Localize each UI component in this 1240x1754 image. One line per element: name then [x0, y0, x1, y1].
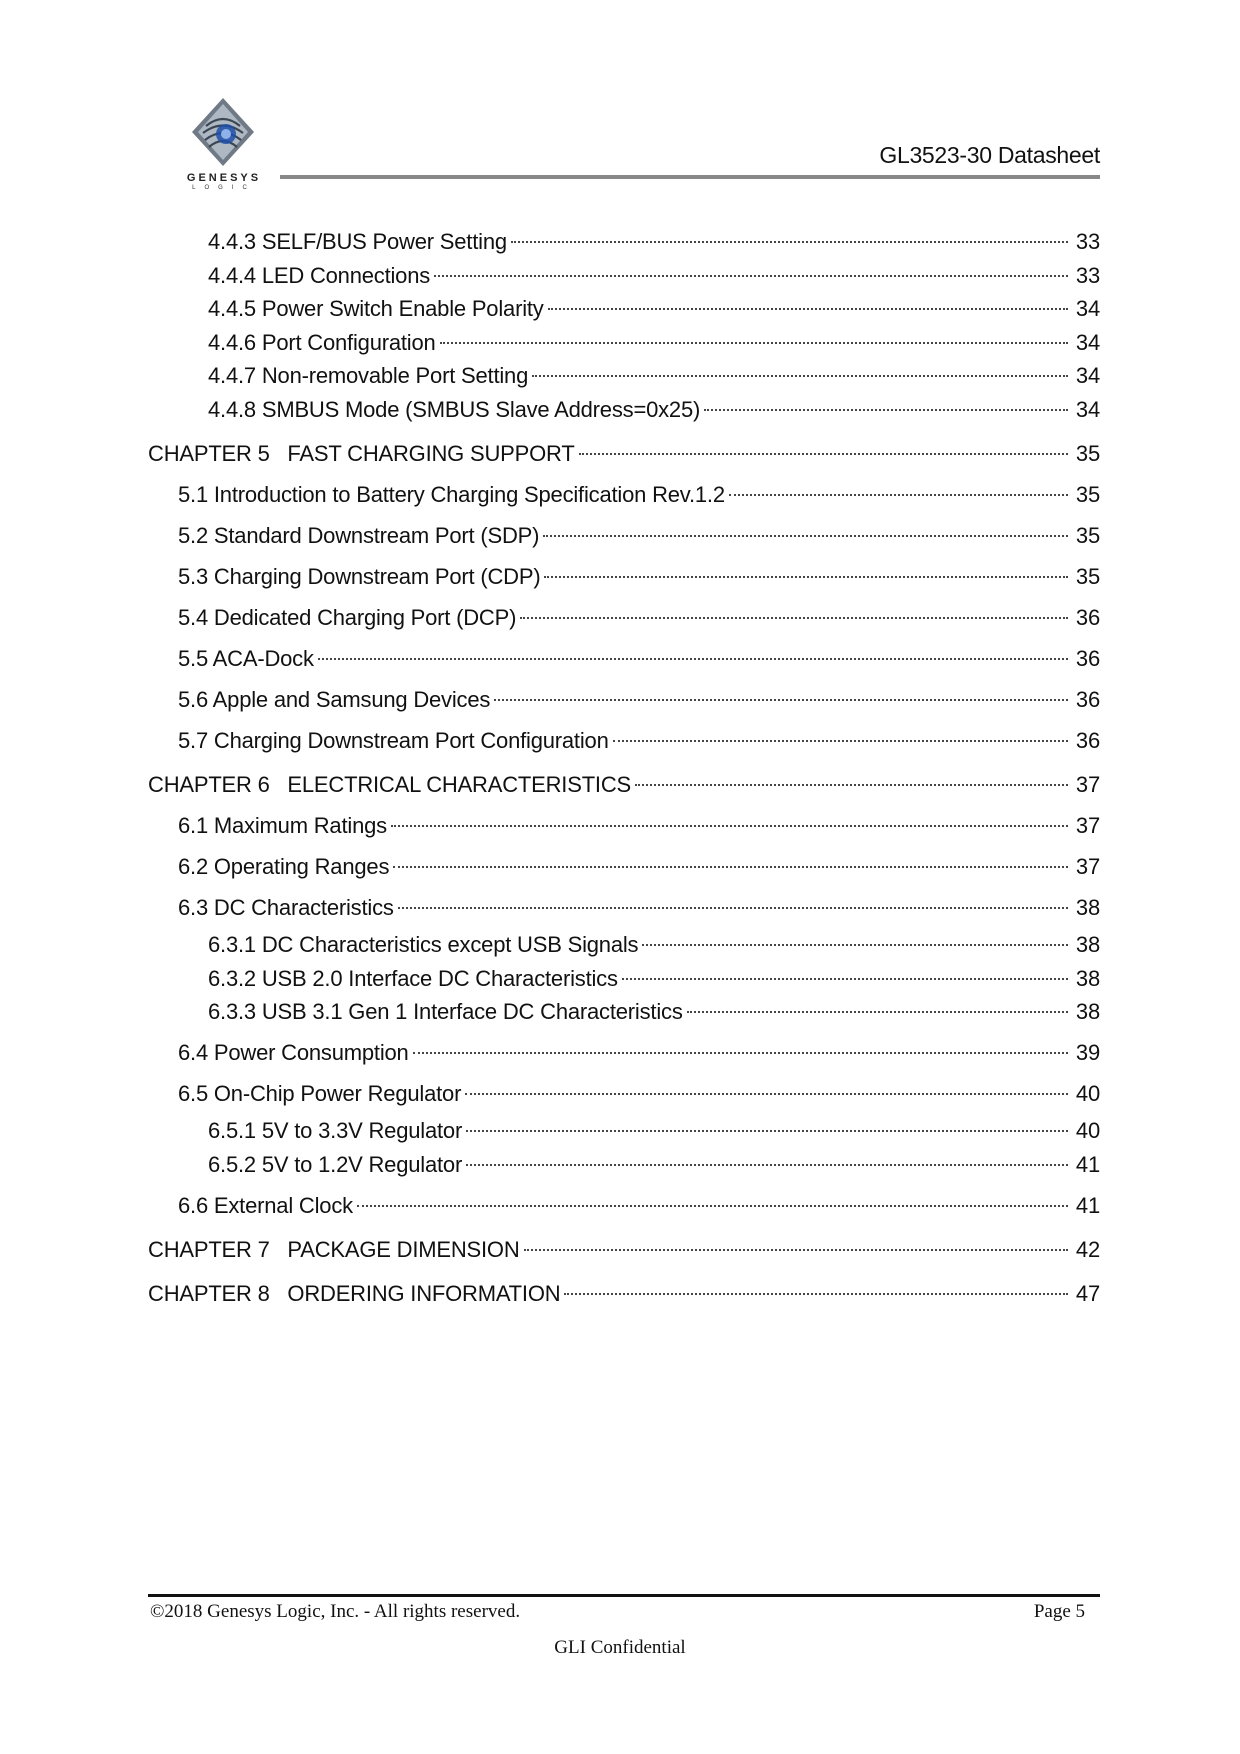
- toc-page-number: 47: [1075, 1280, 1100, 1306]
- toc-entry[interactable]: [148, 1078, 1100, 1110]
- toc-page-number: 38: [1075, 932, 1100, 957]
- toc-page-number: 40: [1075, 1081, 1100, 1107]
- toc-entry-title: 4.4.8 SMBUS Mode (SMBUS Slave Address=0x25): [208, 397, 701, 422]
- toc-dot-leader: [511, 241, 1068, 243]
- toc-dot-leader: [520, 617, 1068, 619]
- toc-page-number: 41: [1075, 1151, 1100, 1177]
- toc-page-number: 36: [1075, 605, 1100, 630]
- toc-entry[interactable]: [148, 327, 1100, 359]
- toc-entry[interactable]: [148, 561, 1100, 593]
- toc-page-number: 33: [1075, 262, 1100, 288]
- toc-page-number: 34: [1075, 329, 1100, 355]
- toc-page-number: 38: [1075, 965, 1100, 991]
- toc-dot-leader: [687, 1011, 1068, 1013]
- toc-page-number: 36: [1075, 646, 1100, 671]
- toc-dot-leader: [543, 535, 1068, 537]
- toc-entry-title: 6.5 On-Chip Power Regulator: [178, 1081, 462, 1107]
- toc-entry[interactable]: [148, 851, 1100, 883]
- toc-entry-title: 4.4.6 Port Configuration: [208, 329, 436, 355]
- logo-subtext: LOGIC: [192, 185, 256, 191]
- toc-entry-title: 6.3.1 DC Characteristics except USB Signals: [208, 932, 639, 957]
- toc-page-number: 36: [1075, 687, 1100, 712]
- toc-dot-leader: [357, 1205, 1068, 1207]
- toc-dot-leader: [548, 308, 1068, 310]
- toc-dot-leader: [564, 1293, 1068, 1295]
- toc-entry[interactable]: [148, 684, 1100, 716]
- toc-entry-title: 6.5.2 5V to 1.2V Regulator: [208, 1151, 463, 1177]
- toc-entry[interactable]: [148, 1149, 1100, 1181]
- toc-entry-title: 4.4.7 Non-removable Port Setting: [208, 363, 529, 389]
- genesys-logo: [176, 96, 288, 196]
- toc-dot-leader: [532, 375, 1068, 377]
- genesys-logo-icon: [190, 96, 256, 168]
- toc-page-number: 35: [1075, 523, 1100, 548]
- toc-dot-leader: [398, 907, 1068, 909]
- toc-entry[interactable]: [148, 260, 1100, 292]
- toc-entry-title: 5.5 ACA-Dock: [178, 646, 314, 671]
- toc-dot-leader: [635, 784, 1068, 786]
- toc-entry-title: 4.4.5 Power Switch Enable Polarity: [208, 296, 544, 322]
- toc-page-number: 41: [1075, 1192, 1100, 1218]
- toc-entry-title: CHAPTER 8 ORDERING INFORMATION: [148, 1280, 561, 1306]
- toc-dot-leader: [544, 576, 1068, 578]
- toc-page-number: 38: [1075, 999, 1100, 1025]
- toc-entry-title: CHAPTER 7 PACKAGE DIMENSION: [148, 1236, 520, 1262]
- toc-entry-title: 5.2 Standard Downstream Port (SDP): [178, 523, 540, 548]
- copyright-text: ©2018 Genesys Logic, Inc. - All rights reserved.: [150, 1601, 521, 1622]
- toc-dot-leader: [393, 866, 1068, 868]
- toc-page-number: 35: [1075, 564, 1100, 589]
- toc-dot-leader: [318, 658, 1068, 660]
- toc-page-number: 40: [1075, 1118, 1100, 1144]
- toc-entry-title: 6.6 External Clock: [178, 1192, 353, 1218]
- toc-page-number: 34: [1075, 397, 1100, 422]
- toc-dot-leader: [613, 740, 1068, 742]
- toc-page-number: 33: [1075, 229, 1100, 254]
- toc-entry-title: 5.3 Charging Downstream Port (CDP): [178, 564, 541, 589]
- toc-entry[interactable]: [148, 602, 1100, 634]
- toc-entry-title: 4.4.3 SELF/BUS Power Setting: [208, 229, 507, 254]
- toc-chapter-entry[interactable]: [148, 1278, 1100, 1310]
- toc-entry-title: 6.2 Operating Ranges: [178, 854, 390, 879]
- toc-entry-title: 6.5.1 5V to 3.3V Regulator: [208, 1118, 463, 1144]
- toc-entry-title: CHAPTER 5 FAST CHARGING SUPPORT: [148, 441, 575, 466]
- toc-page-number: 34: [1075, 363, 1100, 389]
- toc-entry-title: 5.6 Apple and Samsung Devices: [178, 687, 491, 712]
- toc-chapter-entry[interactable]: [148, 438, 1100, 470]
- toc-dot-leader: [579, 453, 1068, 455]
- toc-chapter-entry[interactable]: [148, 769, 1100, 801]
- toc-entry[interactable]: [148, 394, 1100, 426]
- toc-page-number: 37: [1075, 772, 1100, 797]
- toc-entry[interactable]: [148, 360, 1100, 392]
- toc-page-number: 34: [1075, 296, 1100, 322]
- toc-entry[interactable]: [148, 892, 1100, 924]
- toc-entry-title: 6.3 DC Characteristics: [178, 895, 394, 920]
- toc-entry[interactable]: [148, 1037, 1100, 1069]
- toc-page-number: 36: [1075, 728, 1100, 753]
- footer-rule: [148, 1594, 1100, 1597]
- toc-dot-leader: [466, 1164, 1068, 1166]
- toc-entry-title: 5.4 Dedicated Charging Port (DCP): [178, 605, 517, 630]
- header-rule: [280, 175, 1100, 179]
- toc-dot-leader: [465, 1093, 1068, 1095]
- toc-entry[interactable]: [148, 520, 1100, 552]
- toc-dot-leader: [642, 944, 1068, 946]
- toc-dot-leader: [494, 699, 1068, 701]
- toc-entry[interactable]: [148, 643, 1100, 675]
- page-number: Page 5: [1033, 1601, 1085, 1622]
- toc-page-number: 37: [1075, 813, 1100, 838]
- toc-dot-leader: [434, 275, 1068, 277]
- toc-chapter-entry[interactable]: [148, 1234, 1100, 1266]
- toc-dot-leader: [440, 342, 1068, 344]
- confidential-label: GLI Confidential: [554, 1637, 686, 1658]
- toc-entry-title: 4.4.4 LED Connections: [208, 262, 431, 288]
- document-title: GL3523-30 Datasheet: [879, 142, 1100, 168]
- toc-page-number: 39: [1075, 1040, 1100, 1066]
- toc-entry-title: 6.3.3 USB 3.1 Gen 1 Interface DC Characteristics: [208, 999, 683, 1025]
- toc-entry[interactable]: [148, 1190, 1100, 1222]
- toc-entry-title: 6.1 Maximum Ratings: [178, 813, 387, 838]
- toc-entry[interactable]: [148, 929, 1100, 961]
- toc-page-number: 35: [1075, 441, 1100, 466]
- toc-entry-title: CHAPTER 6 ELECTRICAL CHARACTERISTICS: [148, 772, 632, 797]
- toc-page-number: 38: [1075, 895, 1100, 920]
- toc-page-number: 42: [1075, 1236, 1100, 1262]
- logo-wordmark: GENESYS: [186, 172, 262, 184]
- toc-entry[interactable]: [148, 725, 1100, 757]
- toc-entry[interactable]: [148, 479, 1100, 511]
- toc-entry[interactable]: [148, 963, 1100, 995]
- toc-dot-leader: [729, 494, 1068, 496]
- toc-dot-leader: [524, 1249, 1068, 1251]
- toc-dot-leader: [391, 825, 1068, 827]
- toc-entry-title: 5.7 Charging Downstream Port Configuration: [178, 728, 609, 753]
- toc-entry[interactable]: [148, 226, 1100, 258]
- toc-entry[interactable]: [148, 810, 1100, 842]
- toc-entry-title: 5.1 Introduction to Battery Charging Specification Rev.1.2: [178, 482, 725, 507]
- toc-dot-leader: [622, 978, 1068, 980]
- toc-dot-leader: [704, 409, 1068, 411]
- toc-entry[interactable]: [148, 996, 1100, 1028]
- toc-entry[interactable]: [148, 293, 1100, 325]
- toc-page-number: 35: [1075, 482, 1100, 507]
- toc-dot-leader: [413, 1052, 1068, 1054]
- toc-dot-leader: [466, 1130, 1068, 1132]
- toc-entry[interactable]: [148, 1115, 1100, 1147]
- toc-page-number: 37: [1075, 854, 1100, 879]
- toc-entry-title: 6.4 Power Consumption: [178, 1040, 409, 1066]
- toc-entry-title: 6.3.2 USB 2.0 Interface DC Characteristics: [208, 965, 618, 991]
